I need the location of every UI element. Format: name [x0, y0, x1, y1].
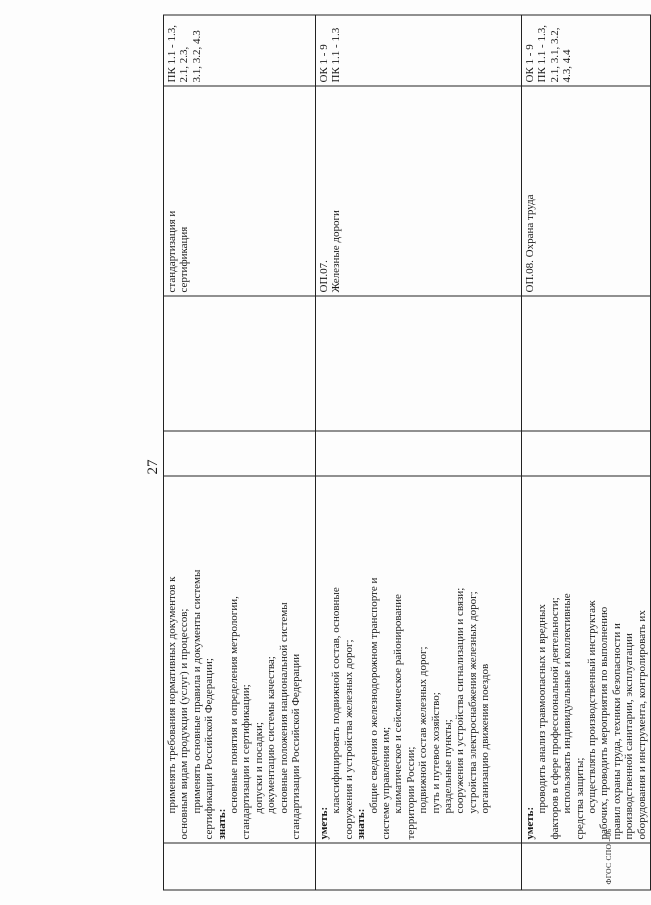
text-line: использовать индивидуальные и коллективные — [561, 593, 574, 814]
text-line: применять основные правила и документы системы — [190, 569, 203, 814]
hours-cell — [316, 296, 522, 431]
text-line: основным видам продукции (услуг) и процессов; — [178, 608, 191, 840]
table-row — [164, 15, 316, 890]
discipline-cell — [164, 86, 316, 296]
text-line: сооружения и устройства сигнализации и связи; — [454, 587, 467, 814]
discipline-cell — [316, 86, 522, 296]
discipline-line: Железные дороги — [330, 210, 343, 293]
text-line: основные положения национальной системы — [277, 602, 290, 814]
competency-line: 4.3, 4.4 — [561, 49, 574, 83]
discipline-line: сертификация — [178, 226, 191, 293]
competency-line: ПК 1.1 - 1.3, — [536, 25, 549, 83]
competencies-cell — [316, 15, 522, 86]
text-line: правил охраны труда, техники безопасности и — [610, 623, 623, 840]
text-line: средства защиты; — [573, 757, 586, 840]
competency-line: 2.1, 3.1, 3.2, — [548, 27, 561, 83]
competency-line: ПК 1.1 - 1.3, — [166, 25, 178, 83]
text-line: сертификации Российской Федерации; — [203, 658, 216, 840]
hours-cell — [164, 296, 316, 431]
text-line: факторов в сфере профессиональной деятельности; — [548, 597, 561, 840]
text-line: производственной санитарии, эксплуатации — [623, 633, 636, 840]
text-line: рабочих, проводить мероприятия по выполнению — [598, 606, 611, 840]
content-cell — [522, 476, 651, 843]
discipline-line: ОП.07. — [318, 260, 330, 293]
competency-line: ОК 1 - 9 — [318, 44, 330, 83]
text-line: путь и путевое хозяйство; — [429, 692, 442, 814]
competencies-cell — [522, 15, 651, 86]
index-cell — [522, 843, 651, 890]
content-cell — [316, 476, 522, 843]
text-line: стандартизации Российской Федерации — [290, 653, 303, 840]
text-line: основные понятия и определения метрологии, — [228, 596, 241, 814]
discipline-line: стандартизация и — [166, 210, 178, 293]
text-line: организацию движения поездов — [479, 663, 492, 814]
text-line: допуски и посадки; — [252, 722, 265, 814]
competency-line: ПК 1.1 - 1.3 — [330, 27, 343, 83]
competencies-cell — [164, 15, 316, 86]
section-label: знать: — [215, 808, 228, 840]
hours-cell — [164, 431, 316, 476]
text-line: классифицировать подвижной состав, основные — [330, 587, 343, 814]
text-line: осуществлять производственный инструктаж — [586, 600, 599, 814]
hours-cell — [522, 296, 651, 431]
text-line: климатическое и сейсмическое районирование — [392, 594, 405, 814]
text-line: сооружения и устройства железных дорог; — [342, 639, 355, 840]
footer-code: ФГОС СПО - 06 — [604, 828, 613, 885]
page-number: 27 — [145, 459, 161, 475]
text-line: территории России; — [404, 746, 417, 840]
hours-cell — [522, 431, 651, 476]
text-line: устройства электроснабжения железных дорог; — [466, 591, 479, 814]
competency-line: ОК 1 - 9 — [524, 44, 536, 83]
content-cell — [164, 476, 316, 843]
text-line: оборудования и инструмента, контролировать их — [635, 610, 648, 840]
discipline-line: ОП.08. Охрана труда — [524, 194, 536, 293]
section-label: знать: — [355, 808, 368, 840]
competency-line: 3.1, 3.2, 4.3 — [190, 30, 203, 83]
requirements-table — [163, 15, 651, 891]
competency-line: 2.1, 2.3, — [178, 46, 191, 83]
text-line: подвижной состав железных дорог; — [417, 646, 430, 814]
hours-cell — [316, 431, 522, 476]
text-line: раздельные пункты; — [442, 719, 455, 814]
section-label: уметь: — [318, 806, 330, 840]
text-line: стандартизации и сертификации; — [240, 684, 253, 840]
text-line: документацию системы качества; — [265, 656, 278, 814]
text-line: системе управления им; — [380, 726, 393, 840]
index-cell — [316, 843, 522, 890]
text-line: общие сведения о железнодорожном транспорте и — [367, 577, 380, 814]
table-row — [522, 15, 651, 890]
table-row — [316, 15, 522, 890]
section-label: уметь: — [524, 806, 536, 840]
discipline-cell — [522, 86, 651, 296]
text-line: применять требования нормативных документов к — [166, 576, 178, 814]
index-cell — [164, 843, 316, 890]
text-line: проводить анализ травмоопасных и вредных — [536, 604, 549, 814]
